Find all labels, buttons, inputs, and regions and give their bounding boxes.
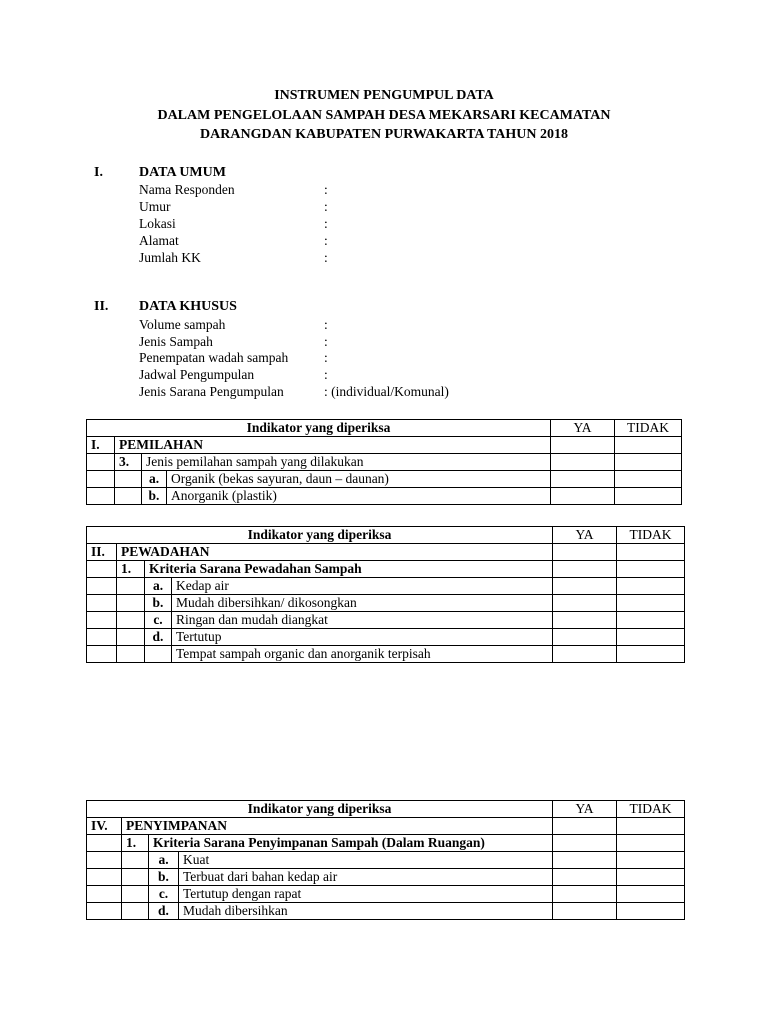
item-text: Organik (bekas sayuran, daun – daunan) [167, 471, 551, 488]
tidak-cell[interactable] [615, 437, 682, 454]
item-text: Kedap air [172, 578, 553, 595]
ya-cell[interactable] [551, 454, 615, 471]
blank-cell [122, 852, 149, 869]
field-label: Nama Responden [139, 182, 235, 197]
section-2-heading: DATA KHUSUS [139, 299, 237, 314]
field-value: : [324, 233, 328, 248]
blank-cell [87, 488, 115, 505]
item-letter: c. [145, 612, 172, 629]
criteria-text: Kriteria Sarana Pewadahan Sampah [145, 561, 553, 578]
field-label: Jenis Sampah [139, 334, 213, 349]
blank-cell [117, 629, 145, 646]
checklist-table-penyimpanan [86, 800, 685, 920]
column-header-indicator: Indikator yang diperiksa [87, 527, 553, 544]
section-number: I. [87, 437, 115, 454]
field-label: Jadwal Pengumpulan [139, 367, 255, 382]
item-text: Tertutup dengan rapat [179, 886, 553, 903]
item-text: Mudah dibersihkan/ dikosongkan [172, 595, 553, 612]
tidak-cell[interactable] [617, 561, 685, 578]
section-number: IV. [87, 818, 122, 835]
blank-cell [87, 646, 117, 663]
blank-cell [115, 488, 142, 505]
tidak-cell[interactable] [617, 544, 685, 561]
criteria-number: 1. [122, 835, 149, 852]
item-letter: b. [142, 488, 167, 505]
tidak-cell[interactable] [617, 852, 685, 869]
ya-cell[interactable] [551, 437, 615, 454]
item-letter [145, 646, 172, 663]
ya-cell[interactable] [553, 595, 617, 612]
blank-cell [87, 835, 122, 852]
document-title-line-2: DALAM PENGELOLAAN SAMPAH DESA MEKARSARI KECAMATAN [157, 108, 611, 123]
checklist-table-pewadahan [86, 526, 685, 663]
document-title-line-3: DARANGDAN KABUPATEN PURWAKARTA TAHUN 2018 [200, 127, 568, 142]
ya-cell[interactable] [553, 835, 617, 852]
blank-cell [87, 578, 117, 595]
field-label: Volume sampah [139, 317, 226, 332]
section-2-number: II. [94, 299, 109, 314]
field-value: : [324, 182, 328, 197]
criteria-text: Jenis pemilahan sampah yang dilakukan [142, 454, 551, 471]
item-letter: a. [145, 578, 172, 595]
field-value: : [324, 250, 328, 265]
field-value: : [324, 216, 328, 231]
blank-cell [87, 903, 122, 920]
item-text: Kuat [179, 852, 553, 869]
column-header-ya: YA [553, 801, 617, 818]
section-1-number: I. [94, 165, 103, 180]
tidak-cell[interactable] [617, 646, 685, 663]
field-value: : [324, 317, 328, 332]
blank-cell [87, 852, 122, 869]
field-label: Penempatan wadah sampah [139, 350, 289, 365]
item-text: Tertutup [172, 629, 553, 646]
item-text: Ringan dan mudah diangkat [172, 612, 553, 629]
tidak-cell[interactable] [617, 818, 685, 835]
blank-cell [115, 471, 142, 488]
blank-cell [117, 646, 145, 663]
section-title: PEMILAHAN [115, 437, 551, 454]
ya-cell[interactable] [553, 612, 617, 629]
blank-cell [122, 903, 149, 920]
document-title-line-1: INSTRUMEN PENGUMPUL DATA [274, 88, 494, 103]
field-value: : [324, 367, 328, 382]
tidak-cell[interactable] [615, 471, 682, 488]
checklist-table-pemilahan [86, 419, 682, 505]
blank-cell [87, 471, 115, 488]
item-text: Mudah dibersihkan [179, 903, 553, 920]
ya-cell[interactable] [553, 886, 617, 903]
field-value: : [324, 199, 328, 214]
blank-cell [87, 612, 117, 629]
field-label: Jumlah KK [139, 250, 201, 265]
blank-cell [117, 578, 145, 595]
ya-cell[interactable] [553, 578, 617, 595]
ya-cell[interactable] [551, 488, 615, 505]
blank-cell [87, 886, 122, 903]
ya-cell[interactable] [553, 561, 617, 578]
item-letter: b. [145, 595, 172, 612]
section-1-heading: DATA UMUM [139, 165, 226, 180]
tidak-cell[interactable] [617, 886, 685, 903]
ya-cell[interactable] [553, 869, 617, 886]
column-header-ya: YA [553, 527, 617, 544]
blank-cell [87, 869, 122, 886]
section-title: PENYIMPANAN [122, 818, 553, 835]
item-letter: a. [142, 471, 167, 488]
blank-cell [122, 869, 149, 886]
field-label: Jenis Sarana Pengumpulan [139, 384, 284, 399]
field-value: : [324, 350, 328, 365]
tidak-cell[interactable] [617, 835, 685, 852]
column-header-tidak: TIDAK [615, 420, 682, 437]
column-header-tidak: TIDAK [617, 527, 685, 544]
item-text: Terbuat dari bahan kedap air [179, 869, 553, 886]
tidak-cell[interactable] [617, 869, 685, 886]
column-header-indicator: Indikator yang diperiksa [87, 420, 551, 437]
tidak-cell[interactable] [617, 903, 685, 920]
blank-cell [87, 595, 117, 612]
ya-cell[interactable] [553, 544, 617, 561]
section-number: II. [87, 544, 117, 561]
field-label: Lokasi [139, 216, 176, 231]
ya-cell[interactable] [553, 903, 617, 920]
blank-cell [87, 454, 115, 471]
field-value: : [324, 334, 328, 349]
item-letter: a. [149, 852, 179, 869]
tidak-cell[interactable] [615, 488, 682, 505]
tidak-cell[interactable] [615, 454, 682, 471]
blank-cell [87, 629, 117, 646]
blank-cell [122, 886, 149, 903]
item-letter: b. [149, 869, 179, 886]
tidak-cell[interactable] [617, 629, 685, 646]
blank-cell [117, 595, 145, 612]
item-letter: c. [149, 886, 179, 903]
column-header-tidak: TIDAK [617, 801, 685, 818]
section-title: PEWADAHAN [117, 544, 553, 561]
column-header-indicator: Indikator yang diperiksa [87, 801, 553, 818]
field-value: : (individual/Komunal) [324, 384, 449, 399]
item-text: Tempat sampah organic dan anorganik terpisah [172, 646, 553, 663]
criteria-text: Kriteria Sarana Penyimpanan Sampah (Dalam Ruangan) [149, 835, 553, 852]
blank-cell [117, 612, 145, 629]
item-letter: d. [145, 629, 172, 646]
tidak-cell[interactable] [617, 612, 685, 629]
ya-cell[interactable] [553, 629, 617, 646]
ya-cell[interactable] [551, 471, 615, 488]
field-label: Alamat [139, 233, 179, 248]
ya-cell[interactable] [553, 852, 617, 869]
column-header-ya: YA [551, 420, 615, 437]
tidak-cell[interactable] [617, 578, 685, 595]
item-letter: d. [149, 903, 179, 920]
tidak-cell[interactable] [617, 595, 685, 612]
ya-cell[interactable] [553, 818, 617, 835]
field-label: Umur [139, 199, 171, 214]
blank-cell [87, 561, 117, 578]
criteria-number: 1. [117, 561, 145, 578]
criteria-number: 3. [115, 454, 142, 471]
item-text: Anorganik (plastik) [167, 488, 551, 505]
ya-cell[interactable] [553, 646, 617, 663]
